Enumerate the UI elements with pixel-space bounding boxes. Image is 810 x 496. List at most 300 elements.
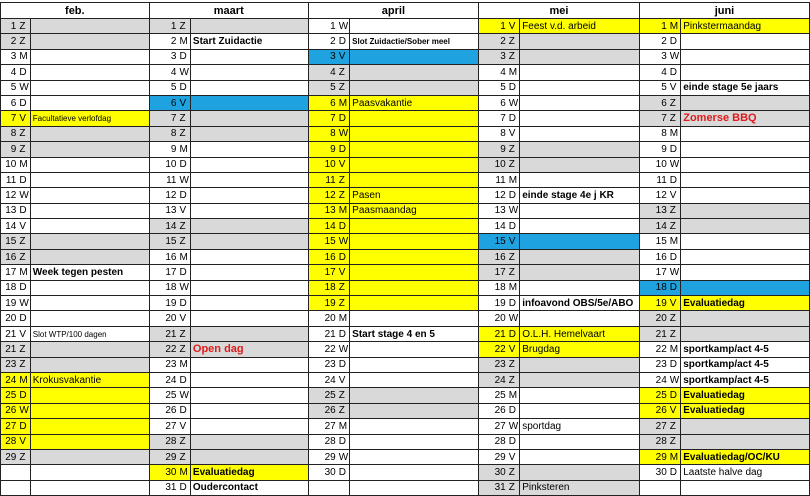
weekday-letter: M <box>338 311 350 326</box>
event-cell[interactable] <box>350 234 479 249</box>
event-cell[interactable] <box>520 219 640 234</box>
day-number: 16 <box>478 249 507 264</box>
event-cell[interactable] <box>30 126 149 141</box>
event-cell[interactable] <box>190 142 308 157</box>
event-cell[interactable]: Pinksteren <box>520 480 640 495</box>
event-cell[interactable]: Week tegen pesten <box>30 265 149 280</box>
event-cell[interactable] <box>681 434 810 449</box>
event-cell[interactable]: Evaluatiedag <box>681 403 810 418</box>
day-number: 6 <box>149 95 178 110</box>
day-number: 25 <box>308 388 337 403</box>
event-cell[interactable] <box>520 372 640 387</box>
calendar-row <box>1 311 810 326</box>
event-cell[interactable] <box>520 388 640 403</box>
weekday-letter: D <box>178 403 190 418</box>
day-number: 1 <box>149 19 178 34</box>
weekday-letter: Z <box>18 249 30 264</box>
day-number: 26 <box>1 403 19 418</box>
weekday-letter: Z <box>18 142 30 157</box>
event-cell[interactable] <box>190 188 308 203</box>
weekday-letter: Z <box>178 111 190 126</box>
event-cell[interactable] <box>681 203 810 218</box>
event-cell[interactable]: Feest v.d. arbeid <box>520 19 640 34</box>
day-number: 12 <box>478 188 507 203</box>
event-cell[interactable]: einde stage 4e j KR <box>520 188 640 203</box>
day-number: 22 <box>308 342 337 357</box>
weekday-letter: D <box>669 249 681 264</box>
weekday-letter: Z <box>18 234 30 249</box>
weekday-letter: W <box>18 403 30 418</box>
event-cell[interactable] <box>520 65 640 80</box>
event-cell[interactable]: Pinkstermaandag <box>681 19 810 34</box>
day-number <box>1 465 19 480</box>
weekday-letter: V <box>18 434 30 449</box>
day-number: 13 <box>1 203 19 218</box>
day-number: 24 <box>308 372 337 387</box>
day-number: 13 <box>308 203 337 218</box>
day-number: 30 <box>639 465 668 480</box>
weekday-letter: M <box>338 95 350 110</box>
event-cell[interactable] <box>681 280 810 295</box>
day-number: 23 <box>149 357 178 372</box>
day-number: 19 <box>149 296 178 311</box>
event-cell[interactable] <box>350 357 479 372</box>
event-cell[interactable] <box>190 372 308 387</box>
month-header-juni: juni <box>639 3 809 19</box>
day-number: 6 <box>478 95 507 110</box>
weekday-letter: V <box>178 203 190 218</box>
weekday-letter: D <box>18 311 30 326</box>
weekday-letter: D <box>178 157 190 172</box>
event-cell[interactable]: Evaluatiedag/OC/KU <box>681 449 810 464</box>
day-number: 12 <box>1 188 19 203</box>
weekday-letter: Z <box>178 219 190 234</box>
calendar-row <box>1 203 810 218</box>
event-cell[interactable]: Evaluatiedag <box>681 388 810 403</box>
month-header-mei: mei <box>478 3 639 19</box>
event-cell[interactable] <box>681 95 810 110</box>
day-number: 28 <box>478 434 507 449</box>
event-cell[interactable] <box>30 388 149 403</box>
weekday-letter: M <box>508 65 520 80</box>
event-cell[interactable] <box>190 434 308 449</box>
event-cell[interactable]: Paasvakantie <box>350 95 479 110</box>
weekday-letter: Z <box>338 172 350 187</box>
event-cell[interactable] <box>30 34 149 49</box>
day-number: 12 <box>639 188 668 203</box>
event-cell[interactable] <box>681 188 810 203</box>
calendar-row <box>1 49 810 64</box>
event-cell[interactable]: Evaluatiedag <box>681 296 810 311</box>
day-number <box>308 480 337 495</box>
event-cell[interactable] <box>30 95 149 110</box>
event-cell[interactable]: Start stage 4 en 5 <box>350 326 479 341</box>
event-cell[interactable] <box>30 172 149 187</box>
event-cell[interactable] <box>190 265 308 280</box>
weekday-letter: V <box>338 157 350 172</box>
event-cell[interactable] <box>30 142 149 157</box>
event-cell[interactable] <box>350 434 479 449</box>
weekday-letter: D <box>508 434 520 449</box>
weekday-letter: Z <box>18 126 30 141</box>
event-cell[interactable]: Pasen <box>350 188 479 203</box>
event-cell[interactable] <box>520 465 640 480</box>
weekday-letter: D <box>338 357 350 372</box>
weekday-letter: D <box>669 280 681 295</box>
event-cell[interactable] <box>520 311 640 326</box>
day-number: 29 <box>308 449 337 464</box>
event-cell[interactable] <box>520 95 640 110</box>
day-number: 31 <box>478 480 507 495</box>
day-number: 25 <box>639 388 668 403</box>
event-cell[interactable]: Open dag <box>190 342 308 357</box>
event-cell[interactable] <box>520 449 640 464</box>
event-cell[interactable] <box>520 126 640 141</box>
weekday-letter: M <box>508 172 520 187</box>
event-cell[interactable] <box>681 219 810 234</box>
calendar-row <box>1 403 810 418</box>
event-cell[interactable] <box>681 480 810 495</box>
day-number: 18 <box>1 280 19 295</box>
event-cell[interactable] <box>350 449 479 464</box>
event-cell[interactable] <box>190 95 308 110</box>
day-number <box>1 480 19 495</box>
event-cell[interactable] <box>350 19 479 34</box>
event-cell[interactable] <box>190 65 308 80</box>
weekday-letter: M <box>669 126 681 141</box>
calendar-row <box>1 249 810 264</box>
event-cell[interactable]: infoavond OBS/5e/ABO <box>520 296 640 311</box>
day-number: 24 <box>1 372 19 387</box>
event-cell[interactable] <box>190 311 308 326</box>
weekday-letter: M <box>178 142 190 157</box>
day-number: 2 <box>639 34 668 49</box>
weekday-letter: Z <box>178 126 190 141</box>
event-cell[interactable] <box>190 234 308 249</box>
event-cell[interactable] <box>350 465 479 480</box>
day-number: 14 <box>639 219 668 234</box>
weekday-letter <box>338 480 350 495</box>
weekday-letter: Z <box>338 280 350 295</box>
day-number: 21 <box>149 326 178 341</box>
weekday-letter: W <box>338 342 350 357</box>
event-cell[interactable]: Brugdag <box>520 342 640 357</box>
event-cell[interactable]: Krokusvakantie <box>30 372 149 387</box>
weekday-letter: V <box>508 449 520 464</box>
event-cell[interactable] <box>350 480 479 495</box>
day-number: 15 <box>639 234 668 249</box>
event-cell[interactable] <box>30 419 149 434</box>
event-cell[interactable] <box>520 403 640 418</box>
event-cell[interactable] <box>350 296 479 311</box>
day-number: 7 <box>639 111 668 126</box>
event-cell[interactable]: O.L.H. Hemelvaart <box>520 326 640 341</box>
weekday-letter: D <box>178 480 190 495</box>
event-cell[interactable] <box>350 49 479 64</box>
event-cell[interactable]: Oudercontact <box>190 480 308 495</box>
event-cell[interactable] <box>190 203 308 218</box>
weekday-letter: W <box>338 449 350 464</box>
event-cell[interactable] <box>681 34 810 49</box>
event-cell[interactable] <box>30 480 149 495</box>
event-cell[interactable] <box>350 111 479 126</box>
event-cell[interactable] <box>681 49 810 64</box>
event-cell[interactable] <box>190 403 308 418</box>
event-cell[interactable] <box>190 172 308 187</box>
event-cell[interactable] <box>30 296 149 311</box>
event-cell[interactable]: sportkamp/act 4-5 <box>681 372 810 387</box>
event-cell[interactable] <box>190 249 308 264</box>
event-cell[interactable] <box>30 357 149 372</box>
event-cell[interactable] <box>30 203 149 218</box>
day-number: 12 <box>149 188 178 203</box>
event-cell[interactable] <box>30 188 149 203</box>
event-cell[interactable] <box>520 34 640 49</box>
event-cell[interactable] <box>30 249 149 264</box>
day-number: 26 <box>478 403 507 418</box>
day-number: 13 <box>639 203 668 218</box>
event-cell[interactable] <box>681 419 810 434</box>
event-cell[interactable] <box>30 342 149 357</box>
event-cell[interactable] <box>520 234 640 249</box>
day-number: 8 <box>478 126 507 141</box>
weekday-letter <box>18 480 30 495</box>
event-cell[interactable] <box>350 65 479 80</box>
day-number: 26 <box>308 403 337 418</box>
day-number: 31 <box>149 480 178 495</box>
day-number: 4 <box>639 65 668 80</box>
event-cell[interactable] <box>681 234 810 249</box>
day-number: 6 <box>308 95 337 110</box>
weekday-letter: V <box>18 326 30 341</box>
event-cell[interactable] <box>190 357 308 372</box>
day-number: 9 <box>639 142 668 157</box>
event-cell[interactable] <box>190 280 308 295</box>
day-number: 30 <box>478 465 507 480</box>
event-cell[interactable] <box>190 19 308 34</box>
event-cell[interactable] <box>681 142 810 157</box>
event-cell[interactable] <box>350 219 479 234</box>
event-cell[interactable] <box>350 142 479 157</box>
event-cell[interactable] <box>30 234 149 249</box>
event-cell[interactable]: sportdag <box>520 419 640 434</box>
event-cell[interactable] <box>30 65 149 80</box>
event-cell[interactable] <box>520 172 640 187</box>
calendar-row <box>1 80 810 95</box>
day-number: 5 <box>308 80 337 95</box>
event-cell[interactable] <box>350 265 479 280</box>
weekday-letter: Z <box>669 219 681 234</box>
day-number: 7 <box>478 111 507 126</box>
event-cell[interactable] <box>681 311 810 326</box>
event-cell[interactable] <box>190 219 308 234</box>
event-cell[interactable] <box>350 342 479 357</box>
event-cell[interactable] <box>681 65 810 80</box>
day-number: 16 <box>149 249 178 264</box>
event-cell[interactable] <box>350 80 479 95</box>
event-cell[interactable] <box>30 280 149 295</box>
weekday-letter: Z <box>669 326 681 341</box>
day-number: 2 <box>478 34 507 49</box>
event-cell[interactable] <box>190 80 308 95</box>
day-number: 18 <box>149 280 178 295</box>
day-number: 5 <box>639 80 668 95</box>
event-cell[interactable]: Slot Zuidactie/Sober meel <box>350 34 479 49</box>
event-cell[interactable] <box>190 157 308 172</box>
day-number: 16 <box>308 249 337 264</box>
event-cell[interactable] <box>350 172 479 187</box>
event-cell[interactable] <box>30 19 149 34</box>
event-cell[interactable]: Start Zuidactie <box>190 34 308 49</box>
event-cell[interactable] <box>30 434 149 449</box>
day-number: 23 <box>1 357 19 372</box>
day-number: 21 <box>1 326 19 341</box>
event-cell[interactable] <box>350 403 479 418</box>
event-cell[interactable] <box>520 142 640 157</box>
event-cell[interactable] <box>190 449 308 464</box>
event-cell[interactable] <box>681 326 810 341</box>
event-cell[interactable] <box>520 80 640 95</box>
weekday-letter: W <box>508 311 520 326</box>
event-cell[interactable] <box>190 111 308 126</box>
weekday-letter: Z <box>669 311 681 326</box>
event-cell[interactable] <box>30 80 149 95</box>
weekday-letter: Z <box>669 419 681 434</box>
day-number: 27 <box>1 419 19 434</box>
event-cell[interactable] <box>350 372 479 387</box>
event-cell[interactable] <box>350 249 479 264</box>
day-number: 22 <box>149 342 178 357</box>
day-number: 20 <box>478 311 507 326</box>
event-cell[interactable] <box>350 280 479 295</box>
event-cell[interactable] <box>30 465 149 480</box>
day-number: 11 <box>149 172 178 187</box>
event-cell[interactable] <box>30 49 149 64</box>
event-cell[interactable]: Paasmaandag <box>350 203 479 218</box>
day-number: 8 <box>149 126 178 141</box>
event-cell[interactable] <box>681 126 810 141</box>
weekday-letter: Z <box>669 95 681 110</box>
event-cell[interactable]: sportkamp/act 4-5 <box>681 357 810 372</box>
event-cell[interactable] <box>681 249 810 264</box>
event-cell[interactable] <box>190 419 308 434</box>
event-cell[interactable] <box>30 403 149 418</box>
event-cell[interactable] <box>30 449 149 464</box>
weekday-letter: M <box>178 465 190 480</box>
event-cell[interactable] <box>190 126 308 141</box>
weekday-letter: Z <box>178 19 190 34</box>
event-cell[interactable] <box>681 265 810 280</box>
event-cell[interactable] <box>520 157 640 172</box>
weekday-letter: D <box>508 111 520 126</box>
day-number: 4 <box>149 65 178 80</box>
weekday-letter: D <box>18 203 30 218</box>
weekday-letter: D <box>338 34 350 49</box>
event-cell[interactable]: Evaluatiedag <box>190 465 308 480</box>
day-number: 8 <box>308 126 337 141</box>
event-cell[interactable] <box>520 203 640 218</box>
event-cell[interactable]: Slot WTP/100 dagen <box>30 326 149 341</box>
event-cell[interactable] <box>30 311 149 326</box>
calendar-row <box>1 95 810 110</box>
event-cell[interactable] <box>520 111 640 126</box>
event-cell[interactable] <box>520 49 640 64</box>
day-number: 19 <box>1 296 19 311</box>
day-number: 21 <box>478 326 507 341</box>
event-cell[interactable]: einde stage 5e jaars <box>681 80 810 95</box>
event-cell[interactable] <box>30 157 149 172</box>
event-cell[interactable] <box>681 157 810 172</box>
weekday-letter: M <box>18 265 30 280</box>
weekday-letter: V <box>669 403 681 418</box>
event-cell[interactable] <box>520 434 640 449</box>
event-cell[interactable] <box>190 326 308 341</box>
event-cell[interactable] <box>190 388 308 403</box>
event-cell[interactable] <box>681 172 810 187</box>
event-cell[interactable] <box>190 296 308 311</box>
day-number: 7 <box>1 111 19 126</box>
event-cell[interactable]: Zomerse BBQ <box>681 111 810 126</box>
day-number: 29 <box>478 449 507 464</box>
day-number: 4 <box>478 65 507 80</box>
day-number: 25 <box>478 388 507 403</box>
event-cell[interactable] <box>520 280 640 295</box>
event-cell[interactable] <box>520 249 640 264</box>
day-number: 27 <box>639 419 668 434</box>
event-cell[interactable] <box>30 219 149 234</box>
weekday-letter: D <box>18 419 30 434</box>
weekday-letter: D <box>669 388 681 403</box>
event-cell[interactable] <box>350 126 479 141</box>
event-cell[interactable] <box>350 388 479 403</box>
event-cell[interactable] <box>350 419 479 434</box>
weekday-letter: V <box>178 311 190 326</box>
day-number: 30 <box>149 465 178 480</box>
weekday-letter: Z <box>18 449 30 464</box>
event-cell[interactable]: Laatste halve dag <box>681 465 810 480</box>
day-number: 16 <box>639 249 668 264</box>
weekday-letter: D <box>18 172 30 187</box>
day-number: 11 <box>308 172 337 187</box>
month-header-maart: maart <box>149 3 308 19</box>
event-cell[interactable] <box>520 265 640 280</box>
day-number: 13 <box>478 203 507 218</box>
calendar-row <box>1 296 810 311</box>
weekday-letter: V <box>338 372 350 387</box>
day-number: 8 <box>1 126 19 141</box>
day-number: 15 <box>478 234 507 249</box>
day-number: 1 <box>639 19 668 34</box>
day-number: 20 <box>149 311 178 326</box>
event-cell[interactable] <box>350 157 479 172</box>
day-number: 25 <box>149 388 178 403</box>
day-number: 10 <box>308 157 337 172</box>
weekday-letter: V <box>178 95 190 110</box>
calendar-row <box>1 388 810 403</box>
event-cell[interactable]: Facultatieve verlofdag <box>30 111 149 126</box>
day-number: 3 <box>478 49 507 64</box>
day-number: 10 <box>1 157 19 172</box>
weekday-letter: Z <box>338 80 350 95</box>
weekday-letter: V <box>18 219 30 234</box>
day-number: 20 <box>308 311 337 326</box>
weekday-letter: Z <box>669 434 681 449</box>
event-cell[interactable]: sportkamp/act 4-5 <box>681 342 810 357</box>
event-cell[interactable] <box>520 357 640 372</box>
event-cell[interactable] <box>190 49 308 64</box>
event-cell[interactable] <box>350 311 479 326</box>
day-number: 8 <box>639 126 668 141</box>
